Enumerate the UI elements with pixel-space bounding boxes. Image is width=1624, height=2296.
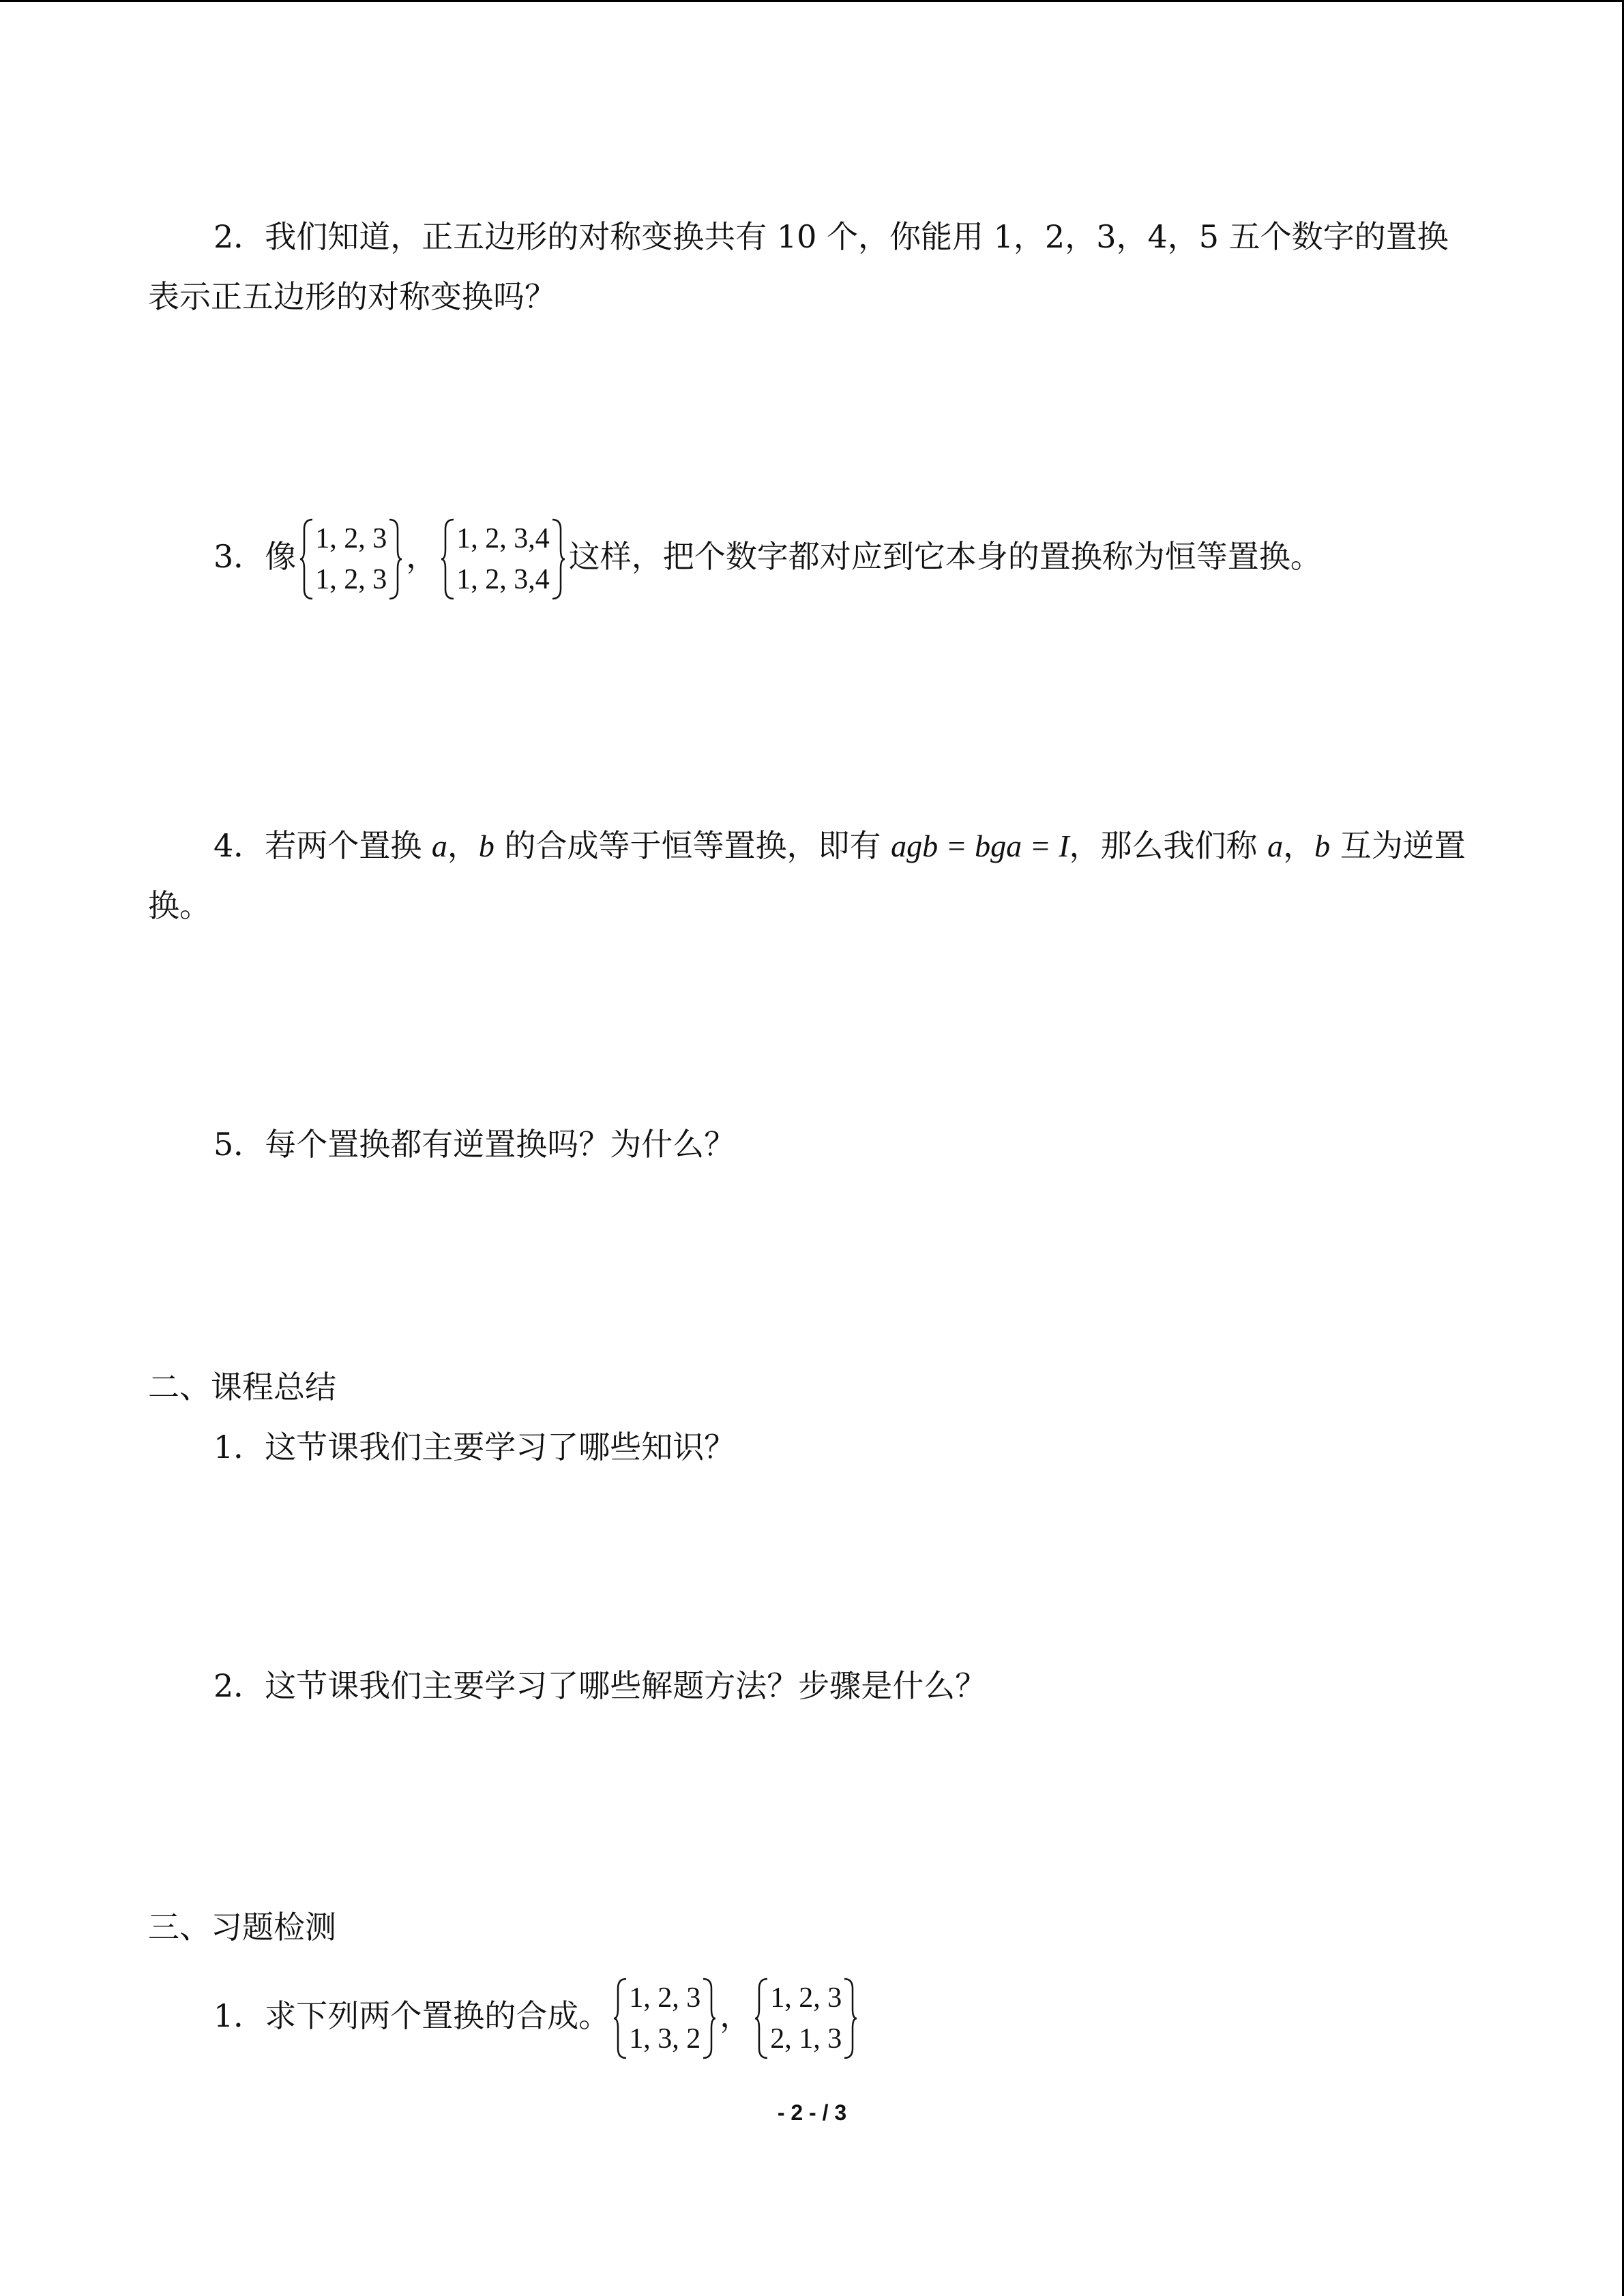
perm-top-row: 1, 2, 3: [315, 523, 387, 554]
q2-line1: 2．我们知道，正五边形的对称变换共有 10 个，你能用 1，2，3，4，5 五个数字的置换: [213, 218, 1449, 255]
perm-bottom-row: 2, 1, 3: [770, 2023, 842, 2055]
q4-line1: [213, 816, 1466, 876]
perm-top-row: 1, 2, 3: [629, 1982, 701, 2014]
section-heading-summary: 二、课程总结: [148, 1369, 336, 1405]
q4-comma: ，: [1283, 827, 1315, 864]
q2-line2: 表示正五边形的对称变换吗？: [148, 278, 556, 315]
q4-text-4: 互为逆置: [1330, 827, 1466, 864]
left-brace-icon: [299, 518, 314, 600]
permutation-b: [754, 1978, 858, 2059]
q4-text-2: 的合成等于恒等置换，即有: [494, 827, 891, 864]
var-a: a: [431, 829, 447, 863]
section-heading-exercises: 三、习题检测: [148, 1909, 336, 1945]
exercise-separator: ，: [720, 1997, 752, 2034]
identity-permutation-3: [299, 518, 403, 600]
perm-bottom-row: 1, 2, 3: [315, 564, 387, 595]
summary-item-2: 2．这节课我们主要学习了哪些解题方法？步骤是什么？: [213, 1667, 987, 1704]
var-b: b: [1314, 829, 1331, 863]
right-brace-icon: [551, 518, 566, 600]
var-b: b: [478, 829, 494, 863]
page-number: - 2 - / 3: [777, 2100, 847, 2125]
exercise-item-1-text: 1．求下列两个置换的合成。: [213, 1997, 610, 2034]
perm-bottom-row: 1, 3, 2: [629, 2023, 701, 2055]
q3-suffix: 这样，把个数字都对应到它本身的置换称为恒等置换。: [568, 538, 1322, 575]
right-brace-icon: [388, 518, 403, 600]
q4-text-1: 4．若两个置换: [213, 827, 432, 864]
q3-paragraph: [213, 518, 1322, 600]
q4-comma: ，: [447, 827, 479, 864]
q4-line2: 换。: [148, 887, 211, 924]
q3-separator: ，: [406, 538, 438, 575]
identity-permutation-4: [440, 518, 566, 600]
perm-top-row: 1, 2, 3,4: [456, 523, 550, 554]
right-brace-icon: [702, 1978, 717, 2059]
summary-item-1: 1．这节课我们主要学习了哪些知识？: [213, 1429, 736, 1465]
perm-top-row: 1, 2, 3: [770, 1982, 842, 2014]
top-border: [0, 0, 1624, 2]
left-brace-icon: [612, 1978, 628, 2059]
q5-text: 5．每个置换都有逆置换吗？为什么？: [213, 1126, 736, 1163]
var-a: a: [1267, 829, 1284, 863]
left-brace-icon: [754, 1978, 769, 2059]
inverse-formula: agb = bga = I: [891, 829, 1069, 863]
left-brace-icon: [440, 518, 455, 600]
permutation-a: [612, 1978, 717, 2059]
exercise-item-1: [213, 1978, 861, 2059]
q3-prefix: 3．像: [213, 538, 297, 575]
right-brace-icon: [843, 1978, 858, 2059]
q4-text-3: ，那么我们称: [1069, 827, 1268, 864]
perm-bottom-row: 1, 2, 3,4: [456, 564, 550, 595]
